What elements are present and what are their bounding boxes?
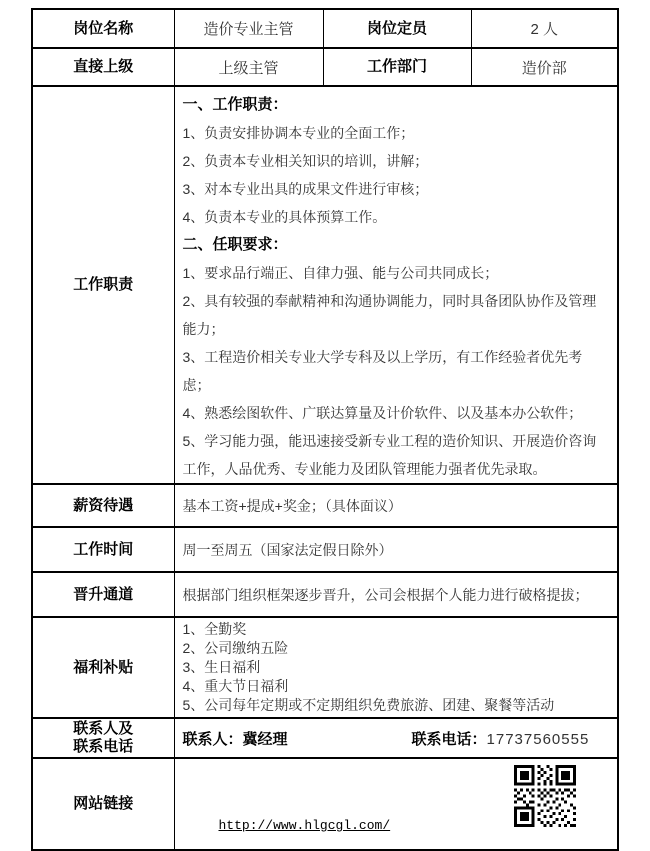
duty-item: 1、负责安排协调本专业的全面工作； <box>182 125 415 141</box>
table-row <box>32 718 618 758</box>
table-row <box>32 9 618 48</box>
duty-item: 3、对本专业出具的成果文件进行审核； <box>182 181 429 197</box>
job-description-table <box>31 8 619 851</box>
requirement-item: 1、要求品行端正、自律力强、能与公司共同成长； <box>182 265 499 281</box>
contact-label <box>32 718 174 758</box>
table-row <box>32 86 618 484</box>
headcount-value: 2 人 <box>471 9 618 48</box>
requirement-item: 2、具有较强的奉献精神和沟通协调能力，同时具备团队协作及管理能力； <box>182 293 597 337</box>
promotion-label: 晋升通道 <box>32 572 174 617</box>
contact-label-line2: 联系电话 <box>73 738 134 755</box>
website-content <box>174 758 618 850</box>
duty-item: 4、负责本专业的具体预算工作。 <box>182 209 387 225</box>
benefit-item: 5、公司每年定期或不定期组织免费旅游、团建、聚餐等活动 <box>182 697 555 713</box>
table-row <box>32 617 618 718</box>
table-row <box>32 484 618 527</box>
requirement-item: 5、学习能力强，能迅速接受新专业工程的造价知识、开展造价咨询工作，人品优秀、专业能力及团队管理能力强者优先录取。 <box>182 433 597 477</box>
salary-value: 基本工资+提成+奖金；（具体面议） <box>174 484 618 527</box>
duties-label: 工作职责 <box>32 86 174 484</box>
work-time-label: 工作时间 <box>32 527 174 572</box>
website-url-link[interactable]: http://www.hlgcgl.com/ <box>218 818 391 833</box>
supervisor-value: 上级主管 <box>174 48 323 86</box>
table-row <box>32 758 618 850</box>
requirement-item: 3、工程造价相关专业大学专科及以上学历，有工作经验者优先考虑； <box>182 349 583 393</box>
duties-content <box>174 86 618 484</box>
table-row <box>32 527 618 572</box>
department-value: 造价部 <box>471 48 618 86</box>
benefit-item: 2、公司缴纳五险 <box>182 640 289 656</box>
benefit-item: 4、重大节日福利 <box>182 678 289 694</box>
table-row <box>32 572 618 617</box>
requirements-title: 二、任职要求： <box>182 236 288 253</box>
department-label: 工作部门 <box>323 48 471 86</box>
table-row <box>32 48 618 86</box>
contact-person: 联系人：冀经理 <box>182 730 288 748</box>
contact-phone-number: 17737560555 <box>486 730 590 748</box>
work-time-value: 周一至周五（国家法定假日除外） <box>174 527 618 572</box>
benefits-label: 福利补贴 <box>32 617 174 718</box>
salary-label: 薪资待遇 <box>32 484 174 527</box>
job-title-value: 造价专业主管 <box>174 9 323 48</box>
headcount-label: 岗位定员 <box>323 9 471 48</box>
supervisor-label: 直接上级 <box>32 48 174 86</box>
website-label: 网站链接 <box>32 758 174 850</box>
benefit-item: 3、生日福利 <box>182 659 261 675</box>
duties-section1-title: 一、工作职责： <box>182 96 288 113</box>
benefits-content <box>174 617 618 718</box>
promotion-value: 根据部门组织框架逐步晋升，公司会根据个人能力进行破格提拔； <box>174 572 618 617</box>
duty-item: 2、负责本专业相关知识的培训，讲解； <box>182 153 429 169</box>
contact-phone-label: 联系电话： <box>411 730 487 748</box>
job-title-label: 岗位名称 <box>32 9 174 48</box>
contact-content <box>174 718 618 758</box>
qr-code-icon <box>513 765 577 827</box>
benefit-item: 1、全勤奖 <box>182 621 247 637</box>
requirement-item: 4、熟悉绘图软件、广联达算量及计价软件、以及基本办公软件； <box>182 405 583 421</box>
contact-label-line1: 联系人及 <box>73 720 134 737</box>
